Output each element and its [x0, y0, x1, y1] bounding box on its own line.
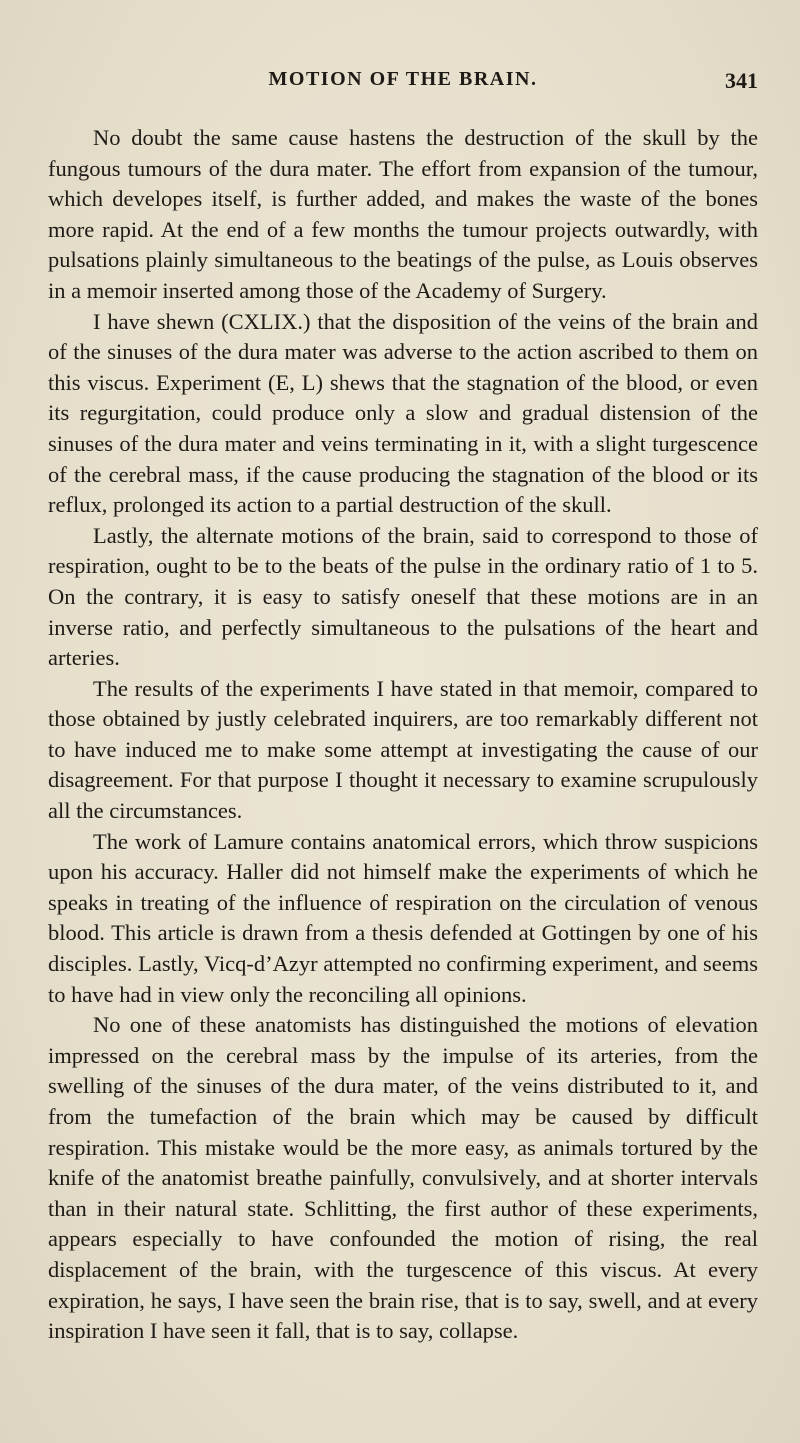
body-text [48, 123, 758, 1347]
paragraph-5: The work of Lamure contains anatomical errors, which throw suspicions upon his accuracy. Haller did not himself make the experiments of which he speaks in treating of the influence of respiration on the circulation of venous blood. This article is drawn from a thesis defended at Gottingen by one of his disciples. Lastly, Vicq-d’Azyr attempted no confirming experiment, and seems to have had in view only the reconciling all opinions. [48, 828, 758, 1007]
paragraph-6: No one of these anatomists has distinguished the motions of elevation impressed on the cerebral mass by the impulse of its arteries, from the swelling of the sinuses of the dura mater, of the veins distributed to it, and from the tumefaction of the brain which may be caused by difficult respiration. This mistake would be the more easy, as animals tortured by the knife of the anatomist breathe painfully, convulsively, and at shorter intervals than in their natural state. Schlitting, the first author of these experiments, appears especially to have confounded the motion of rising, the real displacement of the brain, with the turgescence of this viscus. At every expiration, he says, I have seen the brain rise, that is to say, swell, and at every inspiration I have seen it fall, that is to say, collapse. [48, 1012, 758, 1344]
page-number: 341 [725, 68, 758, 93]
running-head [48, 68, 758, 98]
running-title: MOTION OF THE BRAIN. [268, 68, 538, 90]
paragraph-3: Lastly, the alternate motions of the brain, said to correspond to those of respiration, ought to be to the beats of the pulse in the ordinary ratio of 1 to 5. On the contrary, it is easy to satisfy oneself that these motions are in an inverse ratio, and perfectly simultaneous to the pulsations of the heart and arteries. [48, 522, 758, 671]
paragraph-2: I have shewn (CXLIX.) that the disposition of the veins of the brain and of the sinuses of the dura mater was adverse to the action ascribed to them on this viscus. Experiment (E, L) shews that the stagnation of the blood, or even its regurgitation, could produce only a slow and gradual distension of the sinuses of the dura mater and veins terminating in it, with a slight turgescence of the cerebral mass, if the cause producing the stagnation of the blood or its reflux, prolonged its action to a partial destruction of the skull. [48, 308, 758, 518]
paragraph-1: No doubt the same cause hastens the destruction of the skull by the fungous tumours of the dura mater. The effort from expansion of the tumour, which developes itself, is further added, and makes the waste of the bones more rapid. At the end of a few months the tumour projects outwardly, with pulsations plainly simultaneous to the beatings of the pulse, as Louis observes in a memoir inserted among those of the Academy of Surgery. [48, 125, 758, 303]
paragraph-4: The results of the experiments I have stated in that memoir, compared to those obtained by justly celebrated inquirers, are too remarkably different not to have induced me to make some attempt at investigating the cause of our disagreement. For that purpose I thought it necessary to examine scrupulously all the circumstances. [48, 675, 758, 824]
